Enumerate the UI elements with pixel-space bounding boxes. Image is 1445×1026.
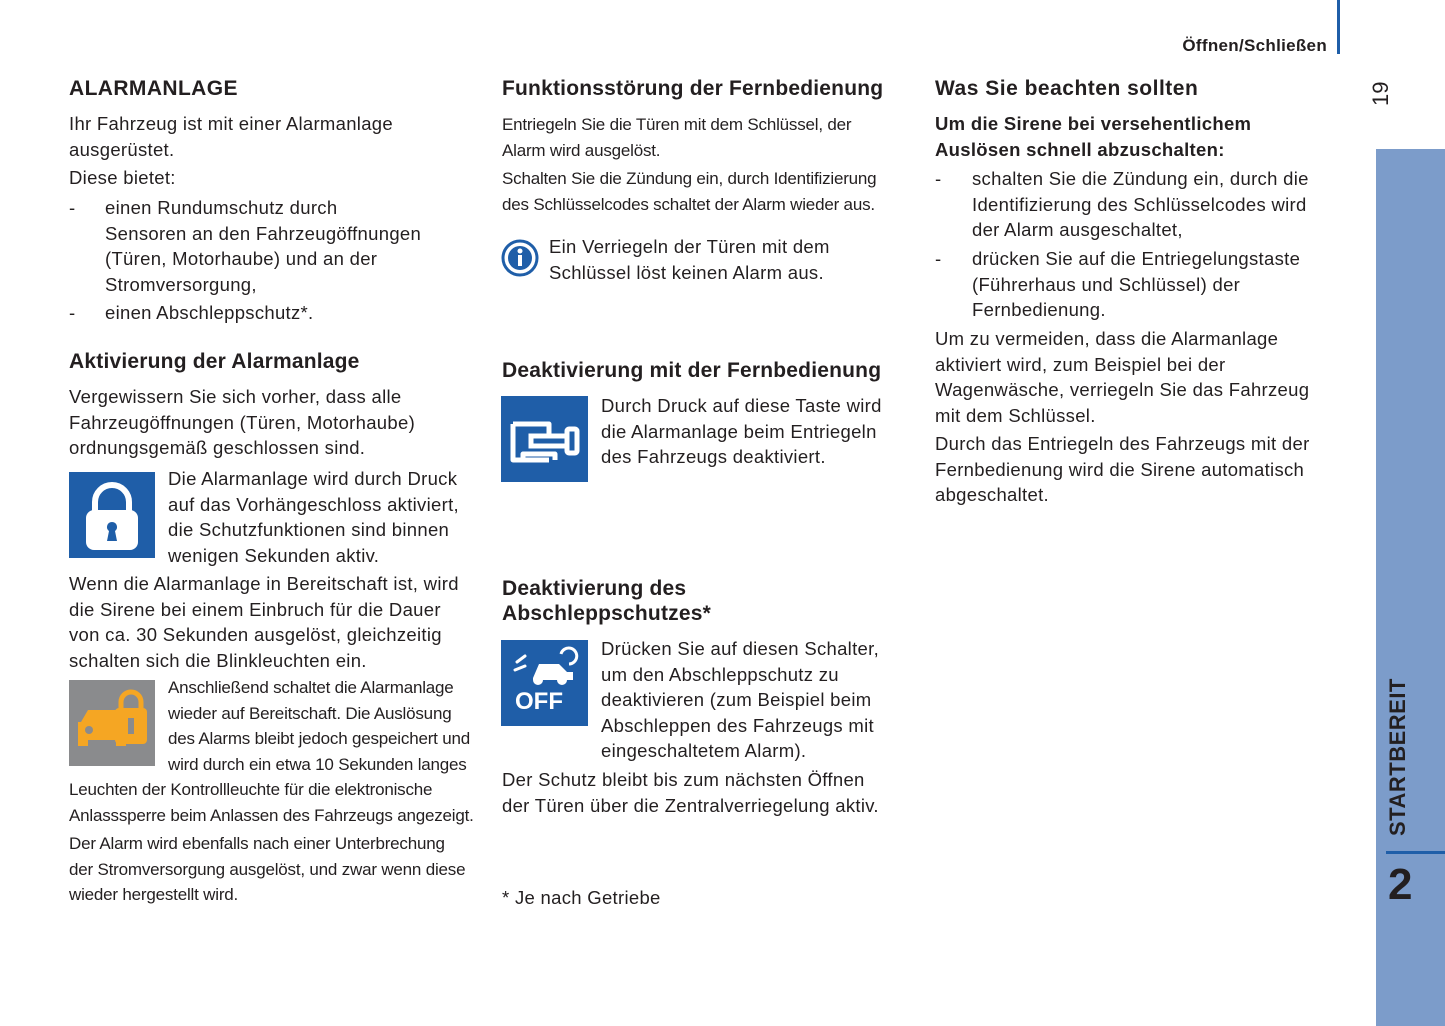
page-number: 19: [1368, 81, 1393, 106]
protection-text: Der Schutz bleibt bis zum nächsten Öffnen der Türen über die Zentralverriegelung aktiv.: [502, 769, 879, 816]
chapter-label: STARTBEREIT: [1385, 678, 1410, 836]
chapter-number: 2: [1388, 860, 1413, 909]
malfunction-title: Funktionsstörung der Fernbedienung: [502, 77, 884, 100]
malfunction-text: Entriegeln Sie die Türen mit dem Schlüssel, der Alarm wird ausgelöst. Schalten Sie die Zündung ein, durch Identifizierung des Schlüsselcodes schaltet der Alarm wieder aus.: [502, 115, 877, 214]
lock-text: Die Alarmanlage wird durch Druck auf das Vorhängeschloss aktiviert, die Schutzfunktionen sind binnen wenigen Sekunden aktiv.: [168, 468, 459, 566]
power-text: Der Alarm wird ebenfalls nach einer Unterbrechung der Stromversorgung ausgelöst, und zwar wenn diese wieder hergestellt wird.: [69, 834, 466, 904]
alarm-title: ALARMANLAGE: [69, 77, 238, 100]
intro-text: Ihr Fahrzeug ist mit einer Alarmanlage ausgerüstet. Diese bietet:: [69, 113, 393, 188]
tow-off-icon: [501, 640, 588, 726]
warning-lamp-icon: [69, 680, 155, 766]
tow-title: Deaktivierung des Abschleppschutzes*: [502, 577, 711, 625]
warning-text: Anschließend schaltet die Alarmanlage wieder auf Bereitschaft. Die Auslösung des Alarms bleibt jedoch gespeichert und wird durch ein etwa 10 Sekunden langes: [168, 678, 470, 774]
remote-text: Durch Druck auf diese Taste wird die Alarmanlage beim Entriegeln des Fahrzeugs deaktiviert.: [601, 395, 882, 467]
auto-text: Durch das Entriegeln des Fahrzeugs mit der Fernbedienung wird die Sirene automatisch abgeschaltet.: [935, 433, 1310, 505]
footnote: * Je nach Getriebe: [502, 887, 661, 908]
warning-text-cont: Leuchten der Kontrollleuchte für die elektronische Anlasssperre beim Anlassen des Fahrzeugs angezeigt.: [69, 780, 474, 825]
ready-text: Wenn die Alarmanlage in Bereitschaft ist, wird die Sirene bei einem Einbruch für die Dauer von ca. 30 Sekunden ausgelöst, gleichzeitig schalten sich die Blinkleuchten ein.: [69, 573, 459, 671]
feature-list: - einen Rundumschutz durch Sensoren an den Fahrzeugöffnungen (Türen, Motorhaube) und an der Stromversorgung, - einen Abschleppschutz*.: [69, 197, 422, 323]
notes-subtitle: Um die Sirene bei versehentlichem Auslösen schnell abzuschalten:: [935, 113, 1252, 160]
activation-title: Aktivierung der Alarmanlage: [69, 350, 360, 373]
section-header: Öffnen/Schließen: [1182, 36, 1327, 55]
remote-title: Deaktivierung mit der Fernbedienung: [502, 359, 882, 382]
info-text: Ein Verriegeln der Türen mit dem Schlüssel löst keinen Alarm aus.: [549, 236, 830, 283]
notes-title: Was Sie beachten sollten: [935, 77, 1199, 100]
padlock-icon: [69, 472, 155, 558]
info-icon: [501, 239, 539, 277]
tow-text: Drücken Sie auf diesen Schalter, um den Abschleppschutz zu deaktivieren (zum Beispiel beim Abschleppen des Fahrzeugs mit eingeschaltetem Alarm).: [601, 638, 880, 761]
chapter-rule: [1386, 851, 1445, 854]
header-rule: [1337, 0, 1340, 54]
notes-list: - schalten Sie die Zündung ein, durch die Identifizierung des Schlüsselcodes wird der Alarm ausgeschaltet, - drücken Sie auf die Entriegelungstaste (Führerhaus und Schlüssel) der Fernbedienung.: [935, 168, 1309, 320]
activation-text: Vergewissern Sie sich vorher, dass alle Fahrzeugöffnungen (Türen, Motorhaube) ordnungsgemäß geschlossen sind.: [69, 386, 416, 458]
remote-unlock-icon: [501, 396, 588, 482]
avoid-text: Um zu vermeiden, dass die Alarmanlage aktiviert wird, zum Beispiel bei der Wagenwäsche, verriegeln Sie das Fahrzeug mit dem Schlüssel.: [935, 328, 1310, 426]
off-label: OFF: [515, 688, 563, 715]
